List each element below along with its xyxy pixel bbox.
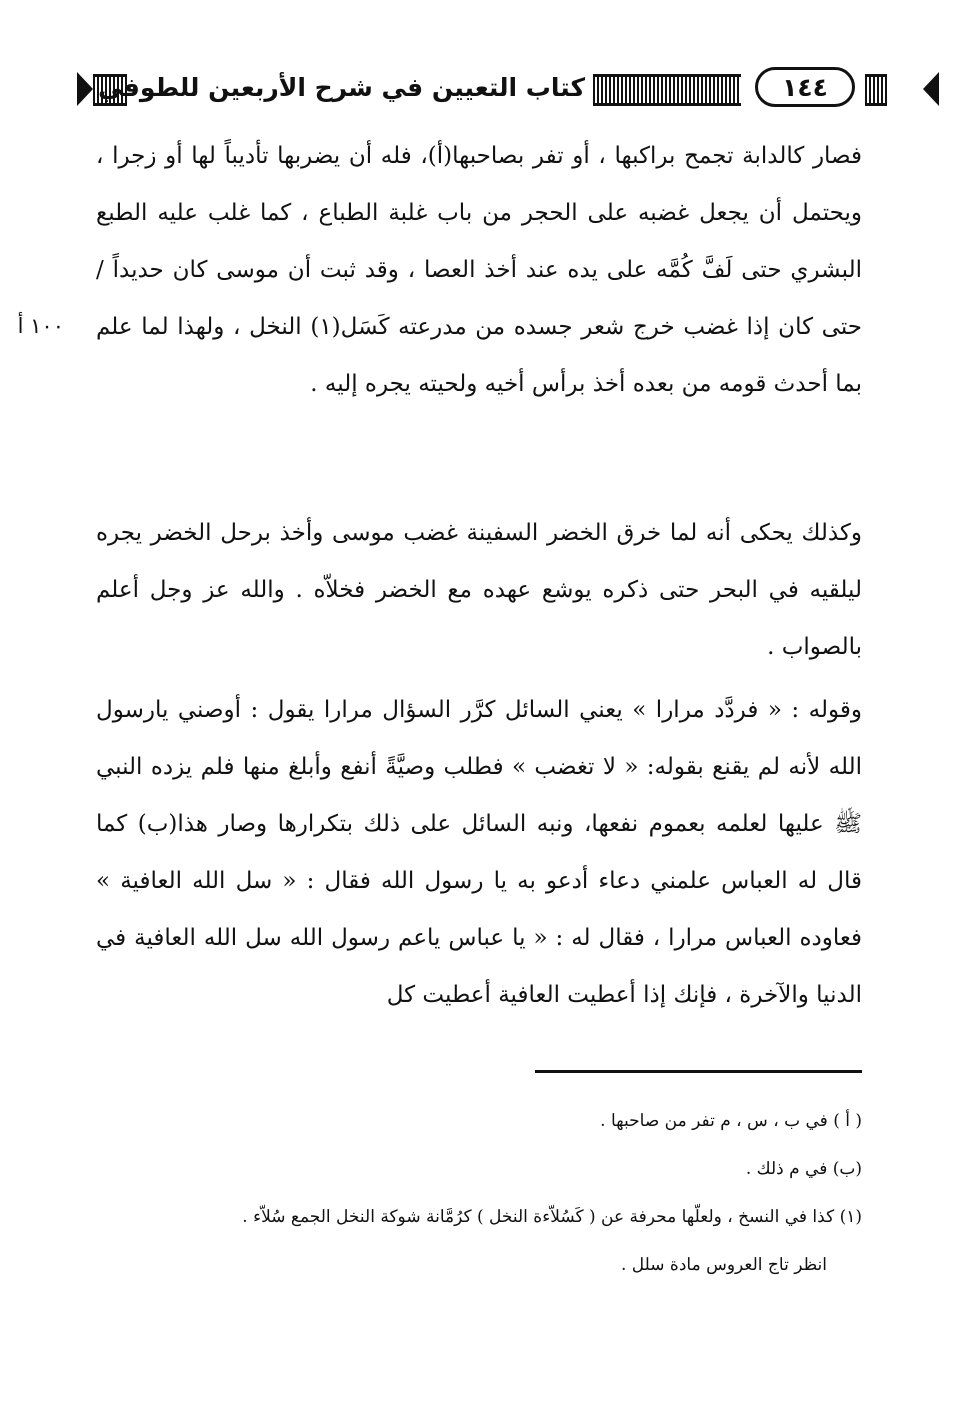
book-title: كتاب التعيين في شرح الأربعين للطوفي: [98, 73, 585, 102]
footnote: ( أ ) في ب ، س ، م تفر من صاحبها .: [600, 1111, 862, 1131]
body-paragraph: [96, 128, 862, 413]
page-header: [75, 62, 875, 116]
footnotes: [96, 1108, 862, 1300]
footnote-divider: [535, 1070, 862, 1073]
header-ornament-right: [923, 72, 939, 106]
paragraph-text: وقوله : « فردَّد مرارا » يعني السائل كرَّر السؤال مرارا يقول : أوصني يارسول الله لأنه لم يقنع بقوله: « لا تغضب » فطلب وصيَّةً أنفع وأبلغ منها فلم يزده النبي ﷺ عليها لعلمه بعموم نفعها، ونبه السائل على ذلك بتكرارها وصار هذا(ب) كما قال له العباس علمني دعاء أدعو به يا رسول الله فقال : « سل الله العافية » فعاوده العباس مرارا ، فقال له : « يا عباس ياعم رسول الله سل الله العافية في الدنيا والآخرة ، فإنك إذا أعطيت العافية أعطيت كل: [96, 697, 862, 1008]
footnote-continuation: انظر تاج العروس مادة سلل .: [620, 1255, 827, 1275]
header-hatch-far: [865, 74, 887, 106]
manuscript-folio-marker: ١٠٠ أ: [17, 314, 64, 338]
body-paragraph: [96, 505, 862, 676]
header-hatch-right: [593, 74, 741, 106]
body-paragraph: [96, 682, 862, 1024]
paragraph-text: وكذلك يحكى أنه لما خرق الخضر السفينة غضب موسى وأخذ برحل الخضر يجره ليلقيه في البحر حتى ذكره يوشع عهده مع الخضر فخلاّه . والله عز وجل أعلم بالصواب .: [96, 520, 862, 660]
footnote: (١) كذا في النسخ ، ولعلّها محرفة عن ( كَسُلاّءة النخل ) كرُمَّانة شوكة النخل الجمع سُلاّء .: [242, 1207, 862, 1227]
footnote: (ب) في م ذلك .: [745, 1159, 862, 1179]
page-number: ١٤٤: [755, 67, 855, 107]
paragraph-text: فصار كالدابة تجمح براكبها ، أو تفر بصاحبها(أ)، فله أن يضربها تأديباً لها أو زجرا ، ويحتمل أن يجعل غضبه على الحجر من باب غلبة الطباع ، كما غلب عليه الطبع البشري حتى لَفَّ كُمَّه على يده عند أخذ العصا ، وقد ثبت أن موسى كان حديداً / حتى كان إذا غضب خرج شعر جسده من مدرعته كَسَل(١) النخل ، ولهذا لما علم بما أحدث قومه من بعده أخذ برأس أخيه ولحيته يجره إليه .: [96, 143, 862, 397]
header-ornament-left: [77, 72, 93, 106]
